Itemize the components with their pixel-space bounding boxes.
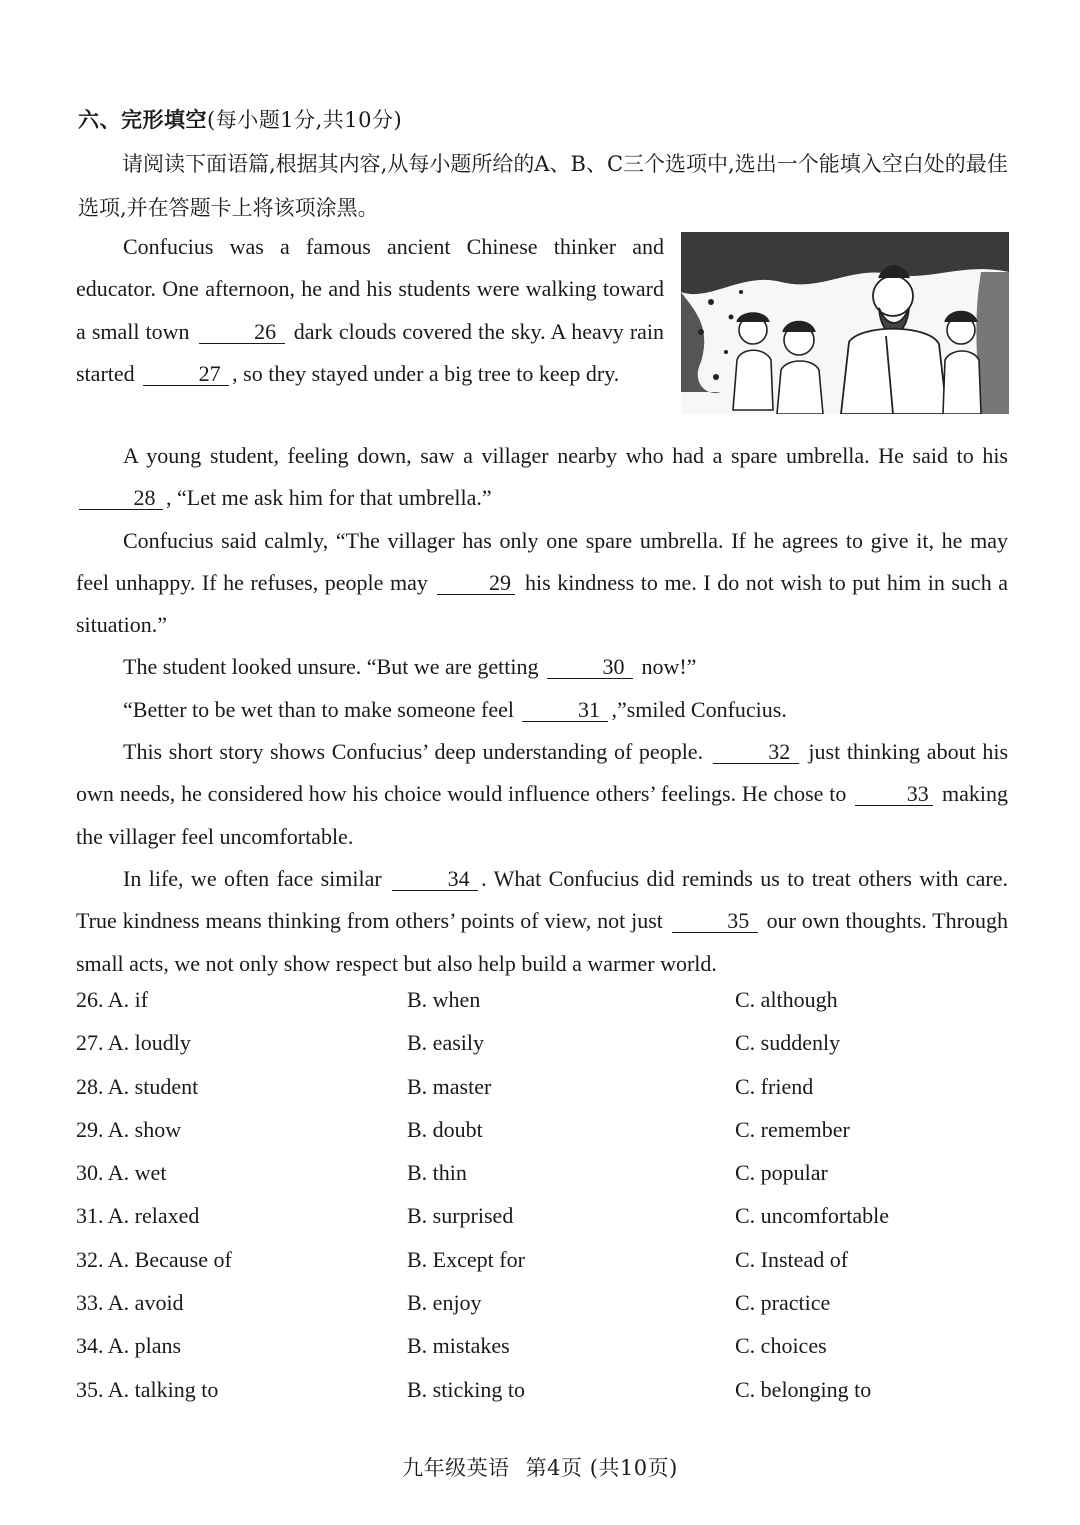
passage-text: In life, we often face similar [123, 865, 382, 891]
answer-options [76, 987, 1008, 1420]
passage-text: Confucius was a famous ancient Chinese thinker and educator. One afternoon, he and his students were walking toward a small town [76, 234, 664, 344]
passage-text: The student looked unsure. “But we are getting [123, 654, 539, 680]
passage-text: just thinking about his own needs, he considered how his choice would influence others’ feelings. He chose to [76, 739, 1009, 807]
passage-paragraph-4 [76, 646, 1008, 688]
option-c: C. although [735, 987, 838, 1012]
option-c: C. choices [735, 1333, 827, 1359]
section-heading [78, 104, 402, 134]
option-a: 30. A. wet [76, 1160, 167, 1186]
option-a: 29. A. show [76, 1116, 182, 1142]
option-row-34 [76, 1333, 1008, 1376]
passage-body [76, 435, 1008, 985]
option-a: 34. A. plans [76, 1333, 182, 1359]
page-footer [0, 1452, 1080, 1482]
option-b: B. doubt [407, 1116, 483, 1142]
option-c: C. belonging to [735, 1376, 872, 1402]
section-scoring: (每小题1分,共10分) [207, 108, 403, 132]
option-b: B. enjoy [407, 1290, 482, 1316]
passage-text: ,”smiled Confucius. [611, 696, 787, 722]
option-row-29 [76, 1117, 1008, 1160]
passage-text: now!” [641, 654, 697, 680]
blank-33: 33 [855, 783, 933, 806]
passage-text: This short story shows Confucius’ deep understanding of people. [123, 739, 704, 765]
option-row-28 [76, 1074, 1008, 1117]
passage-text: our own thoughts. Through small acts, we not only show respect but also help build a warmer world. [76, 908, 1009, 976]
option-row-33 [76, 1290, 1008, 1333]
passage-text: . What Confucius did reminds us to treat others with care. True kindness means thinking from others’ points of view, not just [76, 865, 1008, 934]
option-b: B. master [407, 1073, 492, 1099]
option-row-31 [76, 1203, 1008, 1246]
option-b: B. easily [407, 1030, 484, 1056]
option-a: 26. A. if [76, 987, 149, 1012]
passage-text: dark clouds covered the sky. A heavy rain started [76, 318, 665, 386]
option-b: B. sticking to [407, 1376, 525, 1402]
blank-35: 35 [672, 910, 758, 933]
option-a: 31. A. relaxed [76, 1203, 200, 1229]
passage-text: , so they stayed under a big tree to keep dry. [232, 360, 620, 386]
option-row-35 [76, 1377, 1008, 1420]
option-a: 28. A. student [76, 1073, 199, 1099]
passage-paragraph-2 [76, 435, 1008, 520]
option-b: B. surprised [407, 1203, 514, 1229]
option-row-30 [76, 1160, 1008, 1203]
option-a: 32. A. Because of [76, 1246, 232, 1272]
option-row-32 [76, 1247, 1008, 1290]
passage-text: Confucius said calmly, “The villager has only one spare umbrella. If he agrees to give it, he may feel unhappy. If he refuses, people may [76, 527, 1008, 595]
blank-32: 32 [713, 741, 799, 764]
option-c: C. popular [735, 1160, 828, 1186]
section-title: 六、完形填空 [78, 107, 207, 132]
passage-paragraph-7 [76, 858, 1008, 985]
option-a: 27. A. loudly [76, 1030, 191, 1056]
option-c: C. friend [735, 1073, 814, 1099]
option-b: B. mistakes [407, 1333, 510, 1359]
passage-text: making the villager feel uncomfortable. [76, 781, 1008, 849]
option-c: C. uncomfortable [735, 1203, 889, 1229]
passage-paragraph-3 [76, 520, 1008, 647]
blank-26: 26 [199, 321, 285, 344]
passage-paragraph-5 [76, 689, 1008, 731]
blank-29: 29 [437, 572, 515, 595]
passage-text: “Better to be wet than to make someone feel [123, 696, 514, 722]
option-row-26 [76, 987, 1008, 1030]
option-b: B. thin [407, 1160, 467, 1186]
blank-31: 31 [522, 699, 608, 722]
footer-page-number: 第4页 (共10页) [525, 1456, 678, 1480]
option-c: C. remember [735, 1116, 850, 1142]
option-c: C. practice [735, 1290, 831, 1316]
blank-27: 27 [143, 363, 229, 386]
option-c: C. Instead of [735, 1246, 849, 1272]
option-c: C. suddenly [735, 1030, 841, 1056]
option-b: B. when [407, 987, 481, 1012]
blank-34: 34 [392, 868, 478, 891]
passage-paragraph-1 [76, 226, 664, 395]
passage-text: A young student, feeling down, saw a villager nearby who had a spare umbrella. He said to his [123, 443, 1008, 468]
passage-paragraph-6 [76, 731, 1008, 858]
passage-text: , “Let me ask him for that umbrella.” [166, 485, 492, 511]
passage-text: his kindness to me. I do not wish to put him in such a situation.” [76, 569, 1009, 638]
option-a: 35. A. talking to [76, 1376, 219, 1402]
footer-subject: 九年级英语 [402, 1456, 510, 1480]
option-row-27 [76, 1030, 1008, 1073]
option-b: B. Except for [407, 1246, 525, 1272]
blank-30: 30 [547, 656, 633, 679]
confucius-and-students-illustration [681, 232, 1009, 414]
option-a: 33. A. avoid [76, 1290, 184, 1316]
section-instruction: 请阅读下面语篇,根据其内容,从每小题所给的A、B、C三个选项中,选出一个能填入空白处的最佳选项,并在答题卡上将该项涂黑。 [78, 152, 1008, 220]
blank-28: 28 [79, 487, 163, 510]
